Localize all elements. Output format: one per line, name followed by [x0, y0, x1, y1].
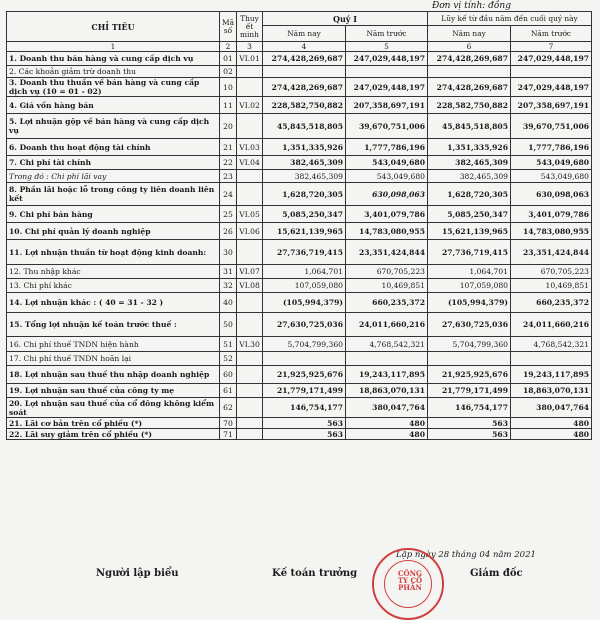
row-note: VI.30	[237, 337, 263, 352]
row-c-now: 274,428,269,687	[428, 78, 511, 97]
row-code: 51	[220, 337, 237, 352]
row-c-now: 1,351,335,926	[428, 139, 511, 156]
row-label: 16. Chi phí thuế TNDN hiện hành	[7, 337, 220, 352]
row-c-now: 563	[428, 429, 511, 440]
row-note	[237, 293, 263, 313]
table-row	[7, 206, 592, 223]
row-label: Trong đó : Chi phí lãi vay	[7, 170, 220, 183]
row-q-prev: 23,351,424,844	[346, 240, 428, 265]
row-code: 62	[220, 398, 237, 418]
row-c-prev: 3,401,079,786	[511, 206, 592, 223]
row-label: 9. Chi phí bán hàng	[7, 206, 220, 223]
row-note: VI.08	[237, 279, 263, 293]
row-c-now: 21,779,171,499	[428, 384, 511, 398]
row-q-prev: 207,358,697,191	[346, 97, 428, 114]
row-q-now: 146,754,177	[263, 398, 346, 418]
row-c-prev: 23,351,424,844	[511, 240, 592, 265]
row-q-prev	[346, 66, 428, 78]
row-label: 17. Chi phí thuế TNDN hoãn lại	[7, 352, 220, 366]
table-row	[7, 313, 592, 337]
row-label: 7. Chi phí tài chính	[7, 156, 220, 170]
row-q-now: 228,582,750,882	[263, 97, 346, 114]
row-label: 13. Chi phí khác	[7, 279, 220, 293]
table-row	[7, 114, 592, 139]
row-c-prev: 247,029,448,197	[511, 78, 592, 97]
row-note	[237, 418, 263, 429]
row-c-now: 45,845,518,805	[428, 114, 511, 139]
row-c-now: 146,754,177	[428, 398, 511, 418]
col-num: 6	[428, 42, 511, 52]
row-code: 31	[220, 265, 237, 279]
row-q-prev: 543,049,680	[346, 156, 428, 170]
table-row	[7, 429, 592, 440]
row-c-now: 15,621,139,965	[428, 223, 511, 240]
row-q-now: 382,465,309	[263, 156, 346, 170]
row-code: 40	[220, 293, 237, 313]
header-luy-ke: Lũy kế từ đầu năm đến cuối quý này	[428, 12, 592, 26]
header-quy: Quý I	[263, 12, 428, 26]
row-label: 1. Doanh thu bán hàng và cung cấp dịch vụ	[7, 52, 220, 66]
row-code: 60	[220, 366, 237, 384]
row-note	[237, 183, 263, 206]
col-num: 2	[220, 42, 237, 52]
row-c-prev: 1,777,786,196	[511, 139, 592, 156]
row-code: 25	[220, 206, 237, 223]
row-code: 61	[220, 384, 237, 398]
table-row	[7, 156, 592, 170]
row-q-now: (105,994,379)	[263, 293, 346, 313]
row-code: 70	[220, 418, 237, 429]
row-label: 12. Thu nhập khác	[7, 265, 220, 279]
row-q-now: 45,845,518,805	[263, 114, 346, 139]
row-code: 23	[220, 170, 237, 183]
row-q-prev: 14,783,080,955	[346, 223, 428, 240]
row-c-prev: 247,029,448,197	[511, 52, 592, 66]
row-c-now	[428, 66, 511, 78]
row-q-prev: 630,098,063	[346, 183, 428, 206]
row-note	[237, 384, 263, 398]
row-q-prev: 18,863,070,131	[346, 384, 428, 398]
row-c-prev: 480	[511, 418, 592, 429]
row-q-now	[263, 352, 346, 366]
row-c-prev: 660,235,372	[511, 293, 592, 313]
table-row	[7, 366, 592, 384]
col-num: 5	[346, 42, 428, 52]
income-statement-table	[6, 11, 592, 440]
row-c-prev: 543,049,680	[511, 170, 592, 183]
row-label: 21. Lãi cơ bản trên cổ phiếu (*)	[7, 418, 220, 429]
row-note	[237, 114, 263, 139]
row-c-now: 274,428,269,687	[428, 52, 511, 66]
row-label: 3. Doanh thu thuần về bán hàng và cung cấp dịch vụ (10 = 01 - 02)	[7, 78, 220, 97]
row-code: 21	[220, 139, 237, 156]
row-note: VI.06	[237, 223, 263, 240]
table-row	[7, 52, 592, 66]
row-c-prev	[511, 352, 592, 366]
row-q-now: 563	[263, 418, 346, 429]
unit-note: Đơn vị tính: đồng	[432, 1, 511, 11]
row-q-prev: 247,029,448,197	[346, 78, 428, 97]
row-c-prev: 24,011,660,216	[511, 313, 592, 337]
row-label: 19. Lợi nhuận sau thuế của công ty mẹ	[7, 384, 220, 398]
row-note	[237, 429, 263, 440]
row-note	[237, 66, 263, 78]
director-label: Giám đốc	[470, 568, 523, 579]
row-q-prev: 19,243,117,895	[346, 366, 428, 384]
report-date: Lập ngày 28 tháng 04 năm 2021	[396, 550, 536, 560]
header-c-nam-truoc: Năm trước	[511, 26, 592, 42]
table-row	[7, 352, 592, 366]
row-c-prev: 10,469,851	[511, 279, 592, 293]
row-c-now: 5,704,799,360	[428, 337, 511, 352]
table-row	[7, 337, 592, 352]
row-q-prev: 39,670,751,006	[346, 114, 428, 139]
row-q-prev: 480	[346, 418, 428, 429]
row-q-prev: 10,469,851	[346, 279, 428, 293]
col-num: 1	[7, 42, 220, 52]
row-q-now: 21,925,925,676	[263, 366, 346, 384]
header-q-nam-nay: Năm nay	[263, 26, 346, 42]
table-row	[7, 223, 592, 240]
row-note: VI.03	[237, 139, 263, 156]
row-c-now: 1,064,701	[428, 265, 511, 279]
row-q-prev: 1,777,786,196	[346, 139, 428, 156]
column-number-row	[7, 42, 592, 52]
row-code: 22	[220, 156, 237, 170]
table-row	[7, 183, 592, 206]
row-label: 6. Doanh thu hoạt động tài chính	[7, 139, 220, 156]
row-c-now: 563	[428, 418, 511, 429]
row-c-prev: 670,705,223	[511, 265, 592, 279]
row-code: 50	[220, 313, 237, 337]
row-q-prev: 247,029,448,197	[346, 52, 428, 66]
row-c-prev: 543,049,680	[511, 156, 592, 170]
row-code: 24	[220, 183, 237, 206]
row-code: 10	[220, 78, 237, 97]
row-c-now: 5,085,250,347	[428, 206, 511, 223]
row-note	[237, 240, 263, 265]
row-q-now: 1,064,701	[263, 265, 346, 279]
col-num: 7	[511, 42, 592, 52]
row-q-now	[263, 66, 346, 78]
table-row	[7, 240, 592, 265]
row-note	[237, 170, 263, 183]
row-c-now	[428, 352, 511, 366]
row-note	[237, 366, 263, 384]
table-row	[7, 66, 592, 78]
row-code: 02	[220, 66, 237, 78]
row-q-now: 563	[263, 429, 346, 440]
row-q-now: 274,428,269,687	[263, 78, 346, 97]
row-note	[237, 398, 263, 418]
row-q-now: 1,628,720,305	[263, 183, 346, 206]
row-q-prev	[346, 352, 428, 366]
row-c-now: (105,994,379)	[428, 293, 511, 313]
row-note: VI.02	[237, 97, 263, 114]
accountant-label: Kế toán trưởng	[272, 568, 358, 579]
table-row	[7, 279, 592, 293]
row-q-now: 27,736,719,415	[263, 240, 346, 265]
row-q-now: 5,704,799,360	[263, 337, 346, 352]
row-q-prev: 24,011,660,216	[346, 313, 428, 337]
col-num: 3	[237, 42, 263, 52]
row-note: VI.04	[237, 156, 263, 170]
row-label: 2. Các khoản giảm trừ doanh thu	[7, 66, 220, 78]
row-c-prev: 14,783,080,955	[511, 223, 592, 240]
row-c-prev	[511, 66, 592, 78]
row-c-prev: 630,098,063	[511, 183, 592, 206]
row-code: 26	[220, 223, 237, 240]
row-c-prev: 380,047,764	[511, 398, 592, 418]
header-q-nam-truoc: Năm trước	[346, 26, 428, 42]
row-code: 52	[220, 352, 237, 366]
row-note: VI.07	[237, 265, 263, 279]
row-c-prev: 18,863,070,131	[511, 384, 592, 398]
stamp-text: CÔNG TY CỔ PHẦN	[397, 569, 423, 592]
row-code: 01	[220, 52, 237, 66]
row-q-now: 15,621,139,965	[263, 223, 346, 240]
row-q-prev: 670,705,223	[346, 265, 428, 279]
table-row	[7, 398, 592, 418]
row-code: 20	[220, 114, 237, 139]
row-note: VI.01	[237, 52, 263, 66]
row-note	[237, 313, 263, 337]
table-row	[7, 78, 592, 97]
row-c-prev: 4,768,542,321	[511, 337, 592, 352]
row-c-prev: 39,670,751,006	[511, 114, 592, 139]
row-q-prev: 380,047,764	[346, 398, 428, 418]
row-q-prev: 543,049,680	[346, 170, 428, 183]
header-ma-so: Mã số	[220, 12, 237, 42]
row-c-now: 27,630,725,036	[428, 313, 511, 337]
table-row	[7, 293, 592, 313]
row-label: 15. Tổng lợi nhuận kế toán trước thuế :	[7, 313, 220, 337]
company-stamp	[372, 548, 444, 620]
row-c-prev: 480	[511, 429, 592, 440]
row-code: 71	[220, 429, 237, 440]
header-c-nam-nay: Năm nay	[428, 26, 511, 42]
row-code: 32	[220, 279, 237, 293]
row-c-prev: 19,243,117,895	[511, 366, 592, 384]
row-c-now: 27,736,719,415	[428, 240, 511, 265]
row-note: VI.05	[237, 206, 263, 223]
row-c-now: 382,465,309	[428, 170, 511, 183]
preparer-label: Người lập biểu	[96, 568, 179, 579]
header-chi-tieu: CHỈ TIÊU	[7, 12, 220, 42]
row-label: 4. Giá vốn hàng bán	[7, 97, 220, 114]
row-q-now: 21,779,171,499	[263, 384, 346, 398]
table-row	[7, 418, 592, 429]
row-label: 14. Lợi nhuận khác : ( 40 = 31 - 32 )	[7, 293, 220, 313]
row-q-prev: 660,235,372	[346, 293, 428, 313]
row-q-now: 5,085,250,347	[263, 206, 346, 223]
row-c-now: 107,059,080	[428, 279, 511, 293]
row-q-prev: 480	[346, 429, 428, 440]
row-q-now: 274,428,269,687	[263, 52, 346, 66]
table-row	[7, 97, 592, 114]
row-q-now: 1,351,335,926	[263, 139, 346, 156]
table-row	[7, 265, 592, 279]
row-label: 8. Phần lãi hoặc lỗ trong công ty liên doanh liên kết	[7, 183, 220, 206]
table-row	[7, 139, 592, 156]
row-c-now: 382,465,309	[428, 156, 511, 170]
row-note	[237, 352, 263, 366]
row-label: 11. Lợi nhuận thuần từ hoạt động kinh doanh:	[7, 240, 220, 265]
row-q-prev: 3,401,079,786	[346, 206, 428, 223]
row-q-now: 382,465,309	[263, 170, 346, 183]
table-row	[7, 384, 592, 398]
row-c-now: 21,925,925,676	[428, 366, 511, 384]
row-c-now: 228,582,750,882	[428, 97, 511, 114]
row-label: 22. Lãi suy giảm trên cổ phiếu (*)	[7, 429, 220, 440]
row-c-prev: 207,358,697,191	[511, 97, 592, 114]
row-label: 10. Chi phí quản lý doanh nghiệp	[7, 223, 220, 240]
header-thuyet-minh: Thuy ết minh	[237, 12, 263, 42]
row-label: 20. Lợi nhuận sau thuế của cổ đông không kiểm soát	[7, 398, 220, 418]
row-code: 30	[220, 240, 237, 265]
col-num: 4	[263, 42, 346, 52]
row-label: 18. Lợi nhuận sau thuế thu nhập doanh nghiệp	[7, 366, 220, 384]
row-q-now: 107,059,080	[263, 279, 346, 293]
row-label: 5. Lợi nhuận gộp về bán hàng và cung cấp dịch vụ	[7, 114, 220, 139]
row-q-prev: 4,768,542,321	[346, 337, 428, 352]
row-note	[237, 78, 263, 97]
row-code: 11	[220, 97, 237, 114]
row-q-now: 27,630,725,036	[263, 313, 346, 337]
table-row	[7, 170, 592, 183]
row-c-now: 1,628,720,305	[428, 183, 511, 206]
